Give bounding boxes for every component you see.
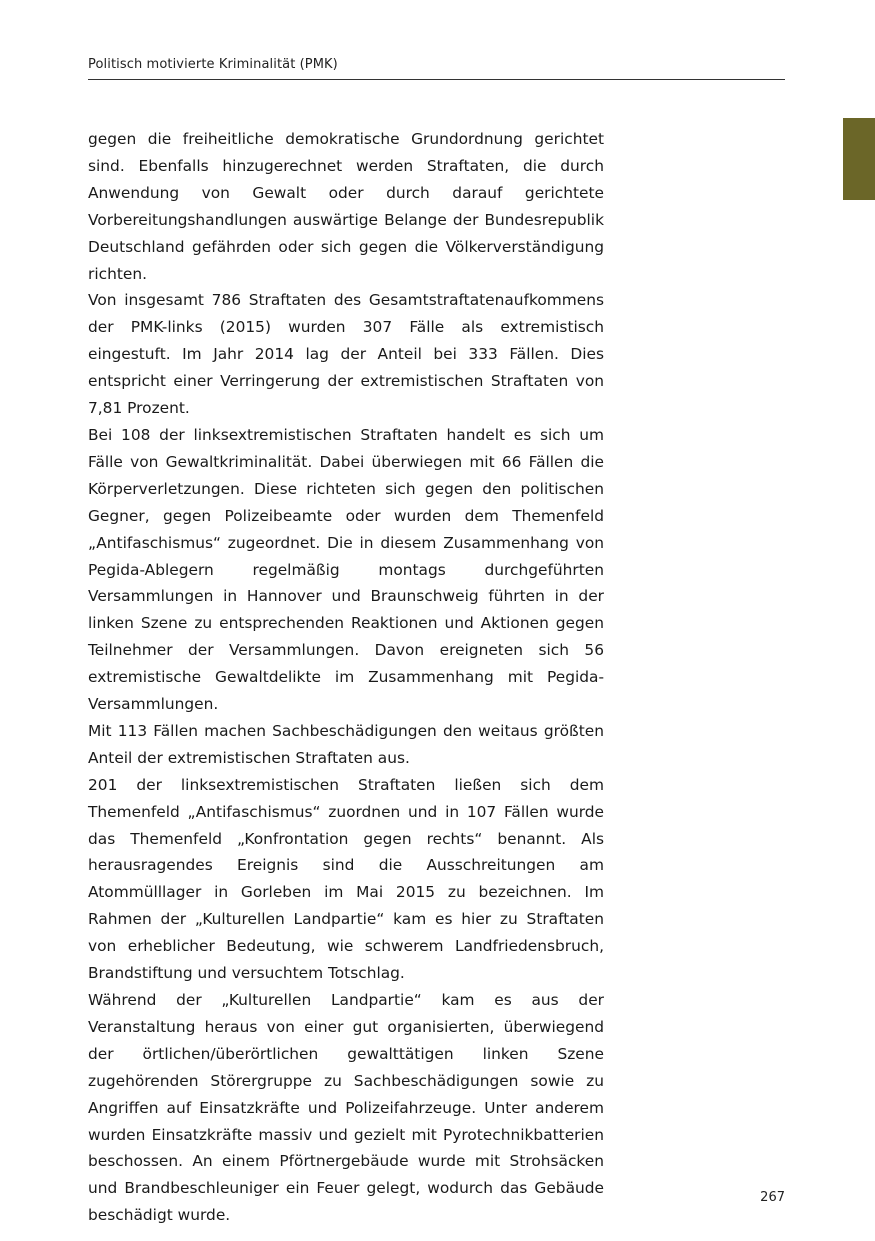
body-text: [88, 126, 604, 1229]
paragraph: 201 der linksextremistischen Straftaten ließen sich dem Themenfeld „Antifaschismus“ zuordnen und in 107 Fällen wurde das Themenfeld „Konfrontation gegen rechts“ benannt. Als herausragendes Ereignis sind die Ausschreitungen am Atommülllager in Gorleben im Mai 2015 zu bezeichnen. Im Rahmen der „Kulturellen Landpartie“ kam es hier zu Straftaten von erheblicher Bedeutung, wie schwerem Landfriedensbruch, Brandstiftung und versuchtem Totschlag.: [88, 775, 604, 983]
paragraph: Von insgesamt 786 Straftaten des Gesamtstraftatenaufkommens der PMK-links (2015) wurden 307 Fälle als extremistisch eingestuft. Im Jahr 2014 lag der Anteil bei 333 Fällen. Dies entspricht einer Verringerung der extremistischen Straftaten von 7,81 Prozent.: [88, 291, 604, 418]
paragraph: Bei 108 der linksextremistischen Straftaten handelt es sich um Fälle von Gewaltkriminalität. Dabei überwiegen mit 66 Fällen die Körperverletzungen. Diese richteten sich gegen den politischen Gegner, gegen Polizeibeamte oder wurden dem Themenfeld „Antifaschismus“ zugeordnet. Die in diesem Zusammenhang von Pegida-Ablegern regelmäßig montags durchgeführten Versammlungen in Hannover und Braunschweig führten in der linken Szene zu entsprechenden Reaktionen und Aktionen gegen Teilnehmer der Versammlungen. Davon ereigneten sich 56 extremistische Gewaltdelikte im Zusammenhang mit Pegida-Versammlungen.: [88, 425, 604, 714]
paragraph: Während der „Kulturellen Landpartie“ kam es aus der Veranstaltung heraus von einer gut organisierten, überwiegend der örtlichen/überörtlichen gewalttätigen linken Szene zugehörenden Störergruppe zu Sachbeschädigungen sowie zu Angriffen auf Einsatzkräfte und Polizeifahrzeuge. Unter anderem wurden Einsatzkräfte massiv und gezielt mit Pyrotechnikbatterien beschossen. An einem Pförtnergebäude wurde mit Strohsäcken und Brandbeschleuniger ein Feuer gelegt, wodurch das Gebäude beschädigt wurde.: [88, 991, 604, 1225]
page-number: 267: [760, 1190, 785, 1205]
header-divider: [88, 79, 785, 80]
running-header-title: Politisch motivierte Kriminalität (PMK): [88, 57, 338, 72]
paragraph: Mit 113 Fällen machen Sachbeschädigungen den weitaus größten Anteil der extremistischen Straftaten aus.: [88, 721, 604, 767]
chapter-marker-tab: [843, 118, 875, 200]
paragraph: gegen die freiheitliche demokratische Grundordnung gerichtet sind. Ebenfalls hinzugerechnet werden Straftaten, die durch Anwendung von Gewalt oder durch darauf gerichtete Vorbereitungshandlungen auswärtige Belange der Bundesrepublik Deutschland gefährden oder sich gegen die Völkerverständigung richten.: [88, 130, 604, 283]
